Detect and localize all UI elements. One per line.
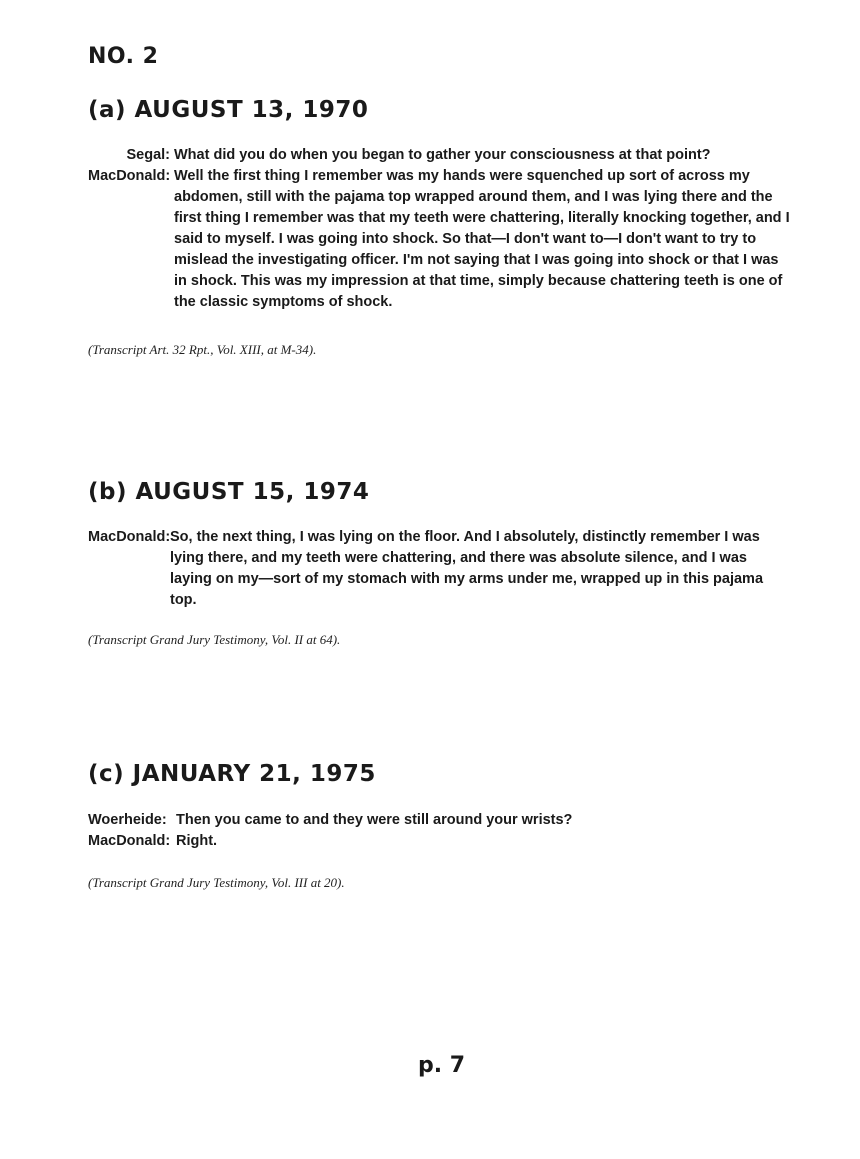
section-b-dialogue [88,527,808,611]
section-a-dialogue [88,145,808,313]
section-b-citation: (Transcript Grand Jury Testimony, Vol. II at 64). [88,632,341,647]
document-number-heading: NO. 2 [88,44,159,69]
section-c-dialogue [88,810,808,852]
speaker-label: Woerheide: [88,812,167,828]
dialogue-line [88,166,808,313]
section-c-heading: (c) JANUARY 21, 1975 [88,761,376,787]
utterance-text: Then you came to and they were still around your wrists? [176,812,573,828]
dialogue-line [88,831,808,852]
dialogue-line [88,527,808,611]
speaker-label: MacDonald: [88,529,171,545]
speaker-label: MacDonald: [88,833,171,849]
section-c-citation: (Transcript Grand Jury Testimony, Vol. III at 20). [88,875,345,890]
speaker-label: MacDonald: [88,168,171,184]
utterance-text: So, the next thing, I was lying on the floor. And I absolutely, distinctly remember I was lying there, and my teeth were chattering, and there was absolute silence, and I was laying on my—sort of my stomach with my arms under me, wrapped up in this pajama top. [170,529,764,608]
utterance-text: What did you do when you began to gather your consciousness at that point? [174,147,711,163]
utterance-text: Well the first thing I remember was my hands were squenched up sort of across my abdomen, still with the pajama top wrapped around them, and I was lying there and the first thing I remember was that my teeth were chattering, literally knocking together, and I said to myself. I was going into shock. So that—I don't want to—I don't want to try to mislead the investigating officer. I'm not saying that I was going into shock or that I was in shock. This was my impression at that time, simply because chattering teeth is one of the classic symptoms of shock. [174,168,790,310]
dialogue-line [88,145,808,166]
section-a-citation: (Transcript Art. 32 Rpt., Vol. XIII, at M-34). [88,342,317,357]
utterance-text: Right. [176,833,218,849]
section-a-heading: (a) AUGUST 13, 1970 [88,97,369,123]
speaker-label: Segal: [126,147,170,163]
dialogue-line [88,810,808,831]
page-number: p. 7 [418,1053,466,1078]
section-b-heading: (b) AUGUST 15, 1974 [88,479,370,505]
